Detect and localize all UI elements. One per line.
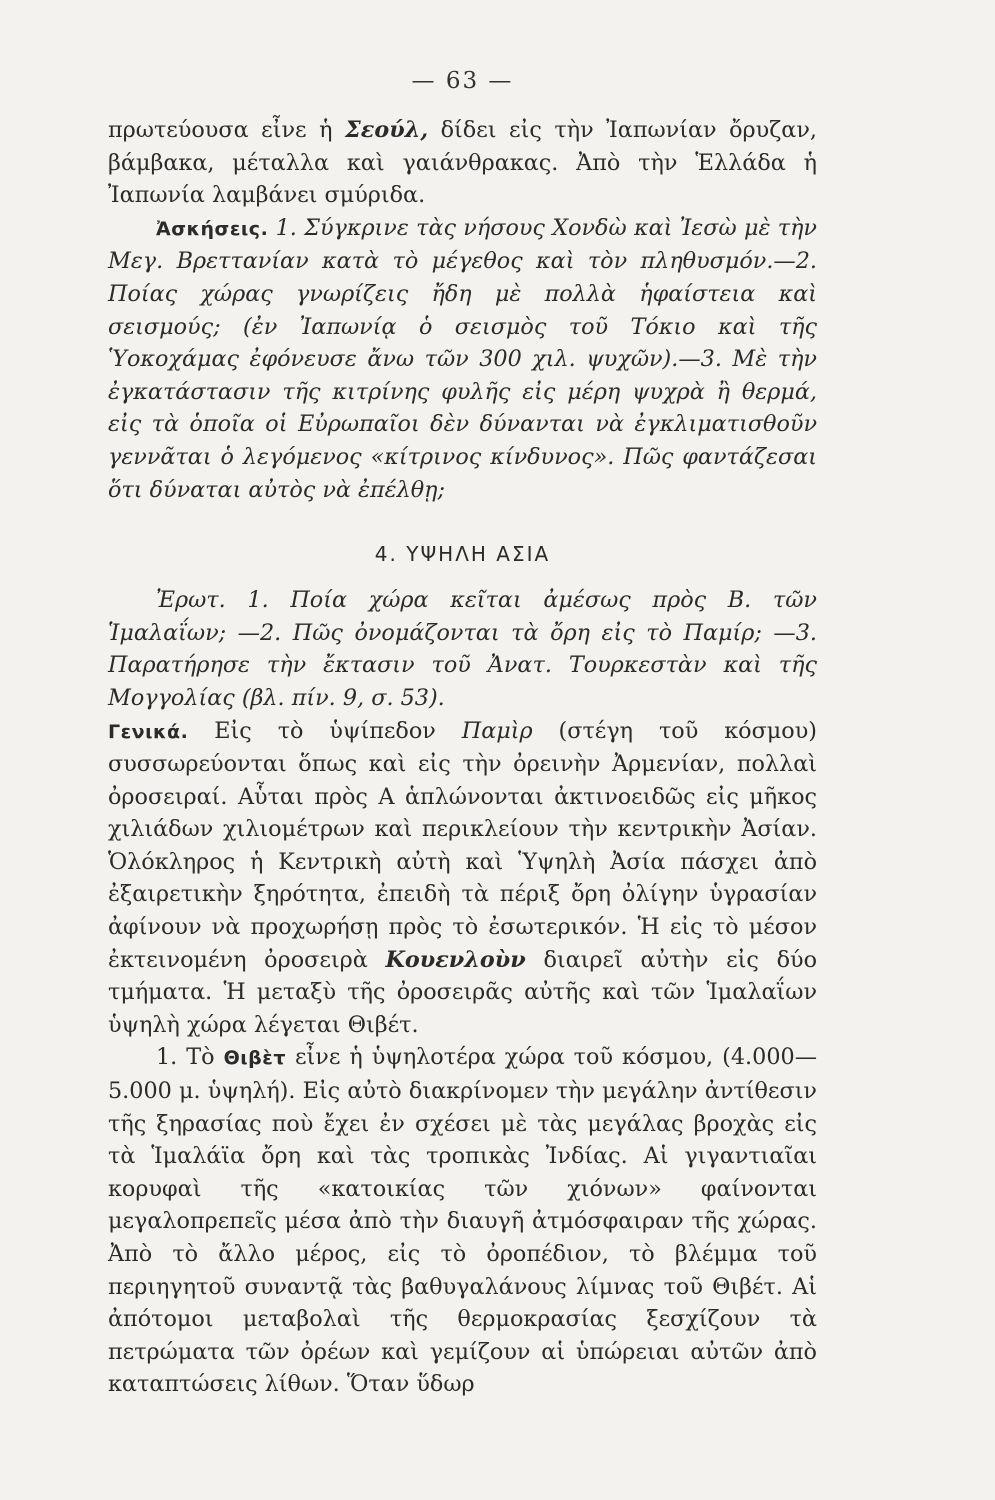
paragraph-exercises [108, 212, 817, 506]
text-run: εἶνε ἡ ὑψηλοτέρα χώρα τοῦ κόσμου, (4.000—5.000 μ. ὑψηλή). Εἰς αὐτὸ διακρίνομεν τὴν μεγάλην ἀντίθεσιν τῆς ξηρασίας ποὺ ἔχει ἐν σχέσει μὲ τὰς μεγάλας βροχὰς εἰς τὰ Ἱμαλάϊα ὄρη καὶ τὰς τροπικὰς Ἰνδίας. Αἱ γιγαντιαῖαι κορυφαὶ τῆς «κατοικίας τῶν χιόνων» φαίνονται μεγαλοπρεπεῖς μέσα ἀπὸ τὴν διαυγῆ ἀτμόσφαιραν τῆς χώρας. Ἀπὸ τὸ ἄλλο μέρος, εἰς τὸ ὀροπέδιον, τὸ βλέμμα τοῦ περιηγητοῦ συναντᾷ τὰς βαθυγαλάνους λίμνας τοῦ Θιβέτ. Αἱ ἀπότομοι μεταβολαὶ τῆς θερμοκρασίας ξεσχίζουν τὰ πετρώματα τῶν ὀρέων καὶ γεμίζουν αἱ ὑπώρειαι αὐτῶν ἀπὸ καταπτώσεις λίθων. Ὅταν ὕδωρ [108, 1044, 817, 1398]
text-run: δίδει εἰς τὴν Ἰαπωνίαν ὄρυζαν, βάμβακα, μέταλλα καὶ γαιάνθρακας. Ἀπὸ τὴν Ἑλλάδα ἡ Ἰαπωνία λαμβάνει σμύριδα. [108, 117, 817, 209]
term-pamir: Παμὶρ [461, 717, 533, 744]
text-run: Εἰς τὸ ὑψίπεδον [188, 717, 462, 744]
section-heading: 4. ΥΨΗΛΗ ΑΣΙΑ [374, 542, 551, 567]
page-number: — 63 — [411, 68, 514, 94]
questions-text: Ἐρωτ. 1. Ποία χώρα κεῖται ἀμέσως πρὸς Β. τῶν Ἱμαλαΐων; —2. Πῶς ὀνομάζονται τὰ ὄρη εἰς τὸ Παμίρ; —3. Παρατήρησε τὴν ἔκτασιν τοῦ Ἀνατ. Τουρκεστὰν καὶ τῆς Μογγολίας (βλ. πίν. 9, σ. 53). [108, 587, 817, 711]
paragraph-korea-trade [108, 114, 817, 212]
text-run: (στέγη τοῦ κόσμου) συσσωρεύονται ὅπως καὶ εἰς τὴν ὀρεινὴν Ἀρμενίαν, πολλαὶ ὀροσειραί. Αὗται πρὸς Α ἁπλώνονται ἀκτινοειδῶς εἰς μῆκος χιλιάδων χιλιομέτρων καὶ περικλείουν τὴν κεντρικὴν Ἀσίαν. Ὁλόκληρος ἡ Κεντρικὴ αὐτὴ καὶ Ὑψηλὴ Ἀσία πάσχει ἀπὸ ἐξαιρετικὴν ξηρότητα, ἐπειδὴ τὰ πέριξ ὄρη ὀλίγην ὑγρασίαν ἀφίνουν νὰ προχωρήσῃ πρὸς τὸ ἐσωτερικόν. Ἡ εἰς τὸ μέσον ἐκτεινομένη ὀροσειρὰ [108, 717, 817, 973]
text-run: διαιρεῖ αὐτὴν εἰς δύο τμήματα. Ἡ μεταξὺ τῆς ὀροσειρᾶς αὐτῆς καὶ τῶν Ἱμαλαΐων ὑψηλὴ χώρα λέγεται Θιβέτ. [108, 946, 817, 1038]
exercises-lead: Ἀσκήσεις. [156, 217, 269, 240]
term-kunlun: Κουενλοὺν [385, 946, 526, 973]
text-run: πρωτεύουσα εἶνε ἡ [108, 117, 346, 143]
exercises-text: 1. Σύγκρινε τὰς νήσους Χονδὼ καὶ Ἰεσὼ μὲ τὴν Μεγ. Βρεττανίαν κατὰ τὸ μέγεθος καὶ τὸν πληθυσμόν.—2. Ποίας χώρας γνωρίζεις ἤδη μὲ πολλὰ ἡφαίστεια καὶ σεισμούς; (ἐν Ἰαπωνίᾳ ὁ σεισμὸς τοῦ Τόκιο καὶ τῆς Ὑοκοχάμας ἐφόνευσε ἄνω τῶν 300 χιλ. ψυχῶν).—3. Μὲ τὴν ἐγκατάστασιν τῆς κιτρίνης φυλῆς εἰς μέρη ψυχρὰ ἢ θερμά, εἰς τὰ ὁποῖα οἱ Εὐρωπαῖοι δὲν δύνανται νὰ ἐγκλιματισθοῦν γεννᾶται ὁ λεγόμενος «κίτρινος κίνδυνος». Πῶς φαντάζεσαι ὅτι δύναται αὐτὸς νὰ ἐπέλθῃ; [108, 214, 817, 503]
paragraph-questions [108, 584, 817, 714]
text-run: 1. Τὸ [156, 1044, 224, 1071]
general-lead: Γενικά. [108, 720, 189, 743]
term-seoul: Σεούλ, [345, 117, 429, 143]
paragraph-tibet [108, 1041, 817, 1401]
paragraph-general [108, 715, 817, 1042]
term-tibet: Θιβὲτ [223, 1047, 286, 1070]
